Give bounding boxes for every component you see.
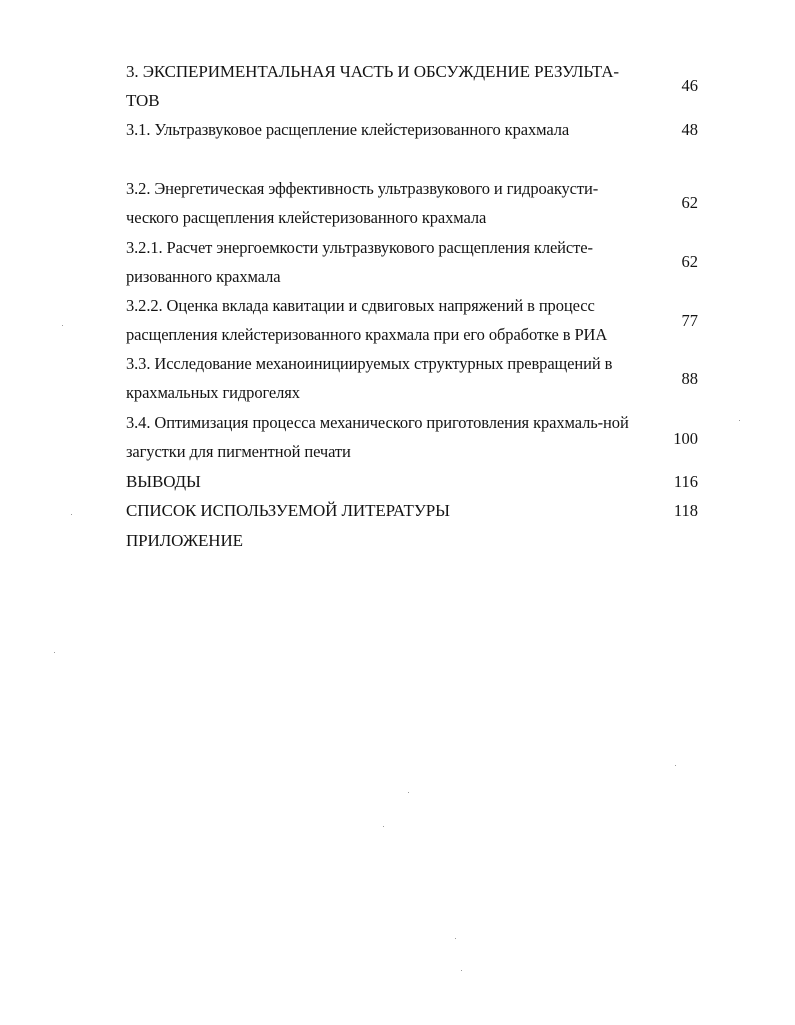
toc-entry-text: СПИСОК ИСПОЛЬЗУЕМОЙ ЛИТЕРАТУРЫ bbox=[126, 501, 450, 520]
scan-speck bbox=[383, 826, 384, 827]
toc-entry-3-4 bbox=[126, 408, 698, 466]
scan-speck bbox=[54, 652, 55, 653]
scan-speck bbox=[675, 765, 676, 766]
toc-entry-text: 3.2.1. Расчет энергоемкости ультразвукового расщепления клейсте-ризованного крахмала bbox=[126, 238, 593, 286]
toc-entry-text: 3.1. Ультразвуковое расщепление клейстеризованного крахмала bbox=[126, 120, 570, 139]
toc-entry-text: 3.2.2. Оценка вклада кавитации и сдвиговых напряжений в процесс расщепления клейстеризованного крахмала при его обработке в РИА bbox=[126, 296, 608, 344]
toc-entry-chapter-3 bbox=[126, 57, 698, 115]
toc-entry-3-2-2 bbox=[126, 291, 698, 349]
toc-entry-page: 62 bbox=[681, 193, 698, 212]
toc-entry-page: 116 bbox=[673, 472, 698, 491]
toc-entry-page: 118 bbox=[673, 501, 698, 520]
toc-entry-text: 3.4. Оптимизация процесса механического приготовления крахмаль-ной загустки для пигментной печати bbox=[126, 413, 629, 461]
scan-speck bbox=[455, 938, 456, 939]
toc-entry-page: 100 bbox=[673, 429, 698, 448]
scan-speck bbox=[71, 514, 72, 515]
toc-entry-text: ПРИЛОЖЕНИЕ bbox=[126, 531, 243, 550]
toc-entry-3-2 bbox=[126, 174, 698, 232]
toc-entry-references bbox=[126, 496, 698, 525]
toc-entry-page: 48 bbox=[681, 120, 698, 139]
toc-entry-page: 88 bbox=[681, 369, 698, 388]
scan-speck bbox=[408, 792, 409, 793]
toc-entry-text: 3.2. Энергетическая эффективность ультразвукового и гидроакусти-ческого расщепления клейстеризованного крахмала bbox=[126, 179, 599, 227]
toc-entry-3-1 bbox=[126, 115, 698, 144]
scan-speck bbox=[739, 420, 740, 421]
toc-entry-page: 77 bbox=[681, 311, 698, 330]
toc-entry-page: 62 bbox=[681, 252, 698, 271]
toc-entry-page: 46 bbox=[681, 76, 698, 95]
scan-speck bbox=[62, 325, 63, 326]
toc-entry-3-2-1 bbox=[126, 233, 698, 291]
toc-entry-text: ВЫВОДЫ bbox=[126, 472, 201, 491]
scan-speck bbox=[461, 970, 462, 971]
toc-entry-3-3 bbox=[126, 349, 698, 407]
toc-entry-text: 3. ЭКСПЕРИМЕНТАЛЬНАЯ ЧАСТЬ И ОБСУЖДЕНИЕ РЕЗУЛЬТА-ТОВ bbox=[126, 62, 619, 110]
toc-entry-conclusions bbox=[126, 467, 698, 496]
toc-entry-appendix bbox=[126, 526, 698, 555]
toc-entry-text: 3.3. Исследование механоинициируемых структурных превращений в крахмальных гидрогелях bbox=[126, 354, 613, 402]
